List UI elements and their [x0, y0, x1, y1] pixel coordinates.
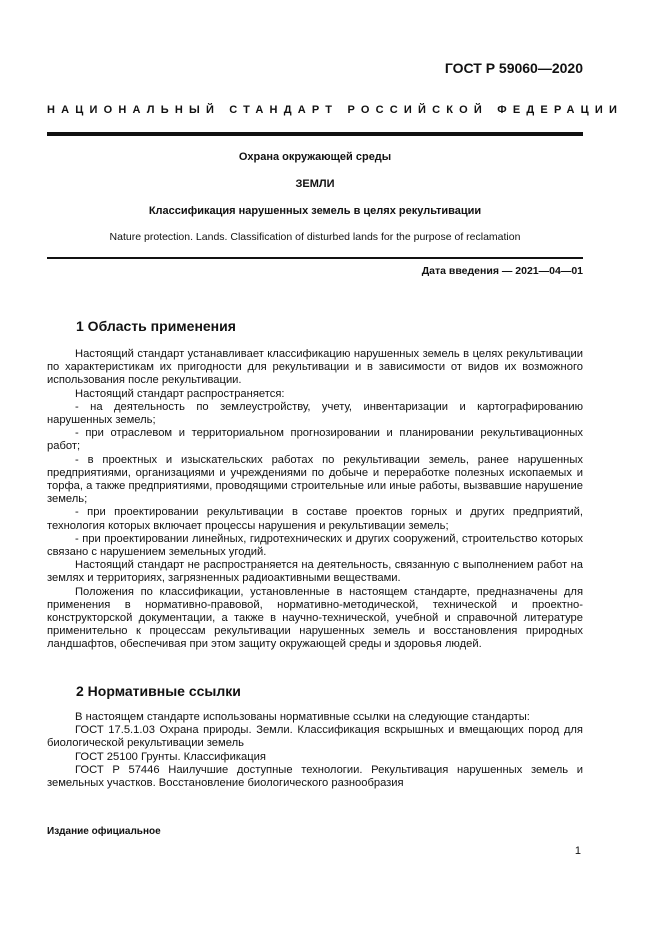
title-line-2: ЗЕМЛИ — [295, 178, 335, 190]
section-2-heading: 2 Нормативные ссылки — [76, 683, 241, 699]
section-1-body — [47, 348, 583, 652]
reference-item: ГОСТ 25100 Грунты. Классификация — [75, 750, 266, 763]
title-line-1: Охрана окружающей среды — [238, 151, 392, 163]
title-line-3: Классификация нарушенных земель в целях рекультивации — [148, 205, 482, 217]
list-item: - при проектировании рекультивации в составе проектов горных и других предприятий, технология которых включает процессы нарушения и рекультивации земель; — [47, 506, 583, 532]
section-2-body — [47, 711, 583, 790]
reference-item: ГОСТ 17.5.1.03 Охрана природы. Земли. Классификация вскрышных и вмещающих пород для биологической рекультивации земель — [47, 724, 583, 750]
paragraph: В настоящем стандарте использованы нормативные ссылки на следующие стандарты: — [75, 711, 530, 723]
list-item: - на деятельность по землеустройству, учету, инвентаризации и картографированию нарушенных земель; — [47, 400, 583, 427]
reference-item: ГОСТ Р 57446 Наилучшие доступные технологии. Рекультивация нарушенных земель и земельных участков. Восстановление биологического разнообразия — [47, 763, 583, 790]
standard-number: ГОСТ Р 59060—2020 — [444, 60, 583, 76]
list-item: - в проектных и изыскательских работах по рекультивации земель, ранее нарушенных предприятиями, организациями и учреждениями по добыче и переработке полезных ископаемых и торфа, а также предприятиями, проводящими строительные или иные работы, вызвавшие нарушение земель; — [47, 453, 583, 506]
title-rule — [47, 257, 583, 259]
english-title: Nature protection. Lands. Classification of disturbed lands for the purpose of reclamation — [109, 231, 521, 243]
paragraph: Настоящий стандарт распространяется: — [75, 387, 285, 400]
section-1-heading: 1 Область применения — [76, 318, 236, 334]
header-rule — [47, 132, 583, 136]
page-number: 1 — [574, 845, 581, 857]
paragraph: Положения по классификации, установленные в настоящем стандарте, предназначены для применения в нормативно-правовой, нормативно-методической, технической и проектно-конструкторской документации, а также в научно-технической, учебной и справочной литературе применительно к процессам рекультивации нарушенных земель и восстановления природных ландшафтов, обеспечивая при этом защиту окружающей среды и здоровья людей. — [47, 585, 583, 651]
paragraph: Настоящий стандарт не распространяется на деятельность, связанную с выполнением работ на землях и территориях, загрязненных радиоактивными веществами. — [47, 559, 583, 585]
list-item: - при отраслевом и территориальном прогнозировании и планировании рекультивационных работ; — [47, 427, 583, 453]
introduction-date: Дата введения — 2021—04—01 — [421, 265, 583, 277]
national-standard-title: НАЦИОНАЛЬНЫЙ СТАНДАРТ РОССИЙСКОЙ ФЕДЕРАЦИИ — [47, 104, 624, 116]
list-item: - при проектировании линейных, гидротехнических и других сооружений, строительство которых связано с нарушением земельных угодий. — [47, 532, 583, 559]
official-edition-note: Издание официальное — [47, 826, 161, 837]
paragraph: Настоящий стандарт устанавливает классификацию нарушенных земель в целях рекультивации по характеристикам их пригодности для рекультивации и в зависимости от видов их возможного использования после рекультивации. — [47, 348, 583, 387]
